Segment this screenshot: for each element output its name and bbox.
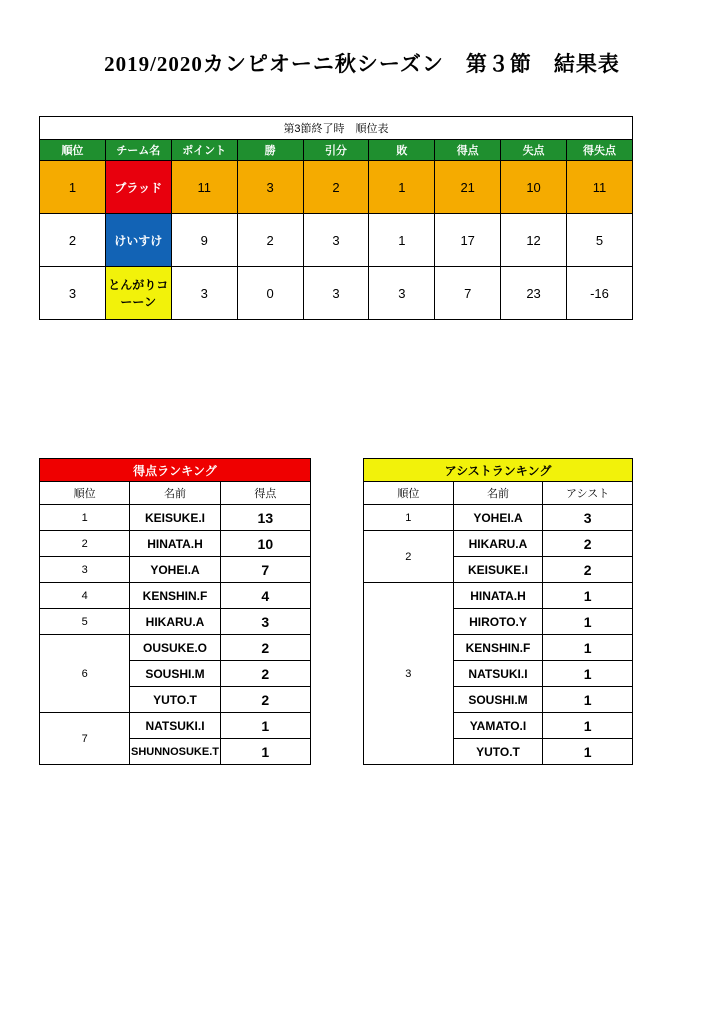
header-assist: アシスト: [543, 482, 633, 505]
cell-rank: 7: [40, 713, 130, 765]
header-team: チーム名: [105, 140, 171, 161]
cell-rank: 1: [40, 505, 130, 531]
assist-title: アシストランキング: [364, 459, 633, 482]
cell-name: NATSUKI.I: [130, 713, 220, 739]
cell-name: HINATA.H: [130, 531, 220, 557]
cell-name: YUTO.T: [453, 739, 543, 765]
cell-name: KEISUKE.I: [130, 505, 220, 531]
standings-caption-row: [40, 117, 633, 140]
cell-name: HIKARU.A: [453, 531, 543, 557]
cell-value: 1: [543, 635, 633, 661]
cell-win: 2: [237, 214, 303, 267]
scorer-title-row: [40, 459, 311, 482]
cell-name: NATSUKI.I: [453, 661, 543, 687]
cell-gf: 21: [435, 161, 501, 214]
cell-name: OUSUKE.O: [130, 635, 220, 661]
list-item: [40, 557, 311, 583]
cell-team: とんがりコーーン: [105, 267, 171, 320]
cell-value: 2: [220, 687, 310, 713]
cell-rank: 3: [40, 557, 130, 583]
standings-caption: 第3節終了時 順位表: [40, 117, 633, 140]
list-item: [364, 583, 633, 609]
cell-gd: -16: [567, 267, 633, 320]
cell-value: 13: [220, 505, 310, 531]
cell-name: HINATA.H: [453, 583, 543, 609]
list-item: [40, 583, 311, 609]
cell-gd: 5: [567, 214, 633, 267]
header-name: 名前: [453, 482, 543, 505]
scorer-ranking-table: [39, 458, 311, 765]
cell-name: YOHEI.A: [453, 505, 543, 531]
cell-draw: 3: [303, 214, 369, 267]
cell-rank: 4: [40, 583, 130, 609]
cell-gf: 7: [435, 267, 501, 320]
cell-value: 1: [543, 661, 633, 687]
page-title: 2019/2020カンピオーニ秋シーズン 第３節 結果表: [104, 52, 620, 76]
header-win: 勝: [237, 140, 303, 161]
cell-name: KENSHIN.F: [453, 635, 543, 661]
cell-name: SOUSHI.M: [453, 687, 543, 713]
list-item: [364, 531, 633, 557]
cell-points: 11: [171, 161, 237, 214]
cell-value: 1: [543, 687, 633, 713]
cell-gd: 11: [567, 161, 633, 214]
cell-gf: 17: [435, 214, 501, 267]
assist-ranking-table: [363, 458, 633, 765]
header-draw: 引分: [303, 140, 369, 161]
list-item: [40, 609, 311, 635]
list-item: [40, 635, 311, 661]
table-row: [40, 214, 633, 267]
cell-value: 4: [220, 583, 310, 609]
cell-draw: 2: [303, 161, 369, 214]
header-name: 名前: [130, 482, 220, 505]
cell-rank: 6: [40, 635, 130, 713]
cell-value: 1: [220, 739, 310, 765]
cell-rank: 2: [40, 214, 106, 267]
cell-value: 2: [220, 661, 310, 687]
cell-ga: 23: [501, 267, 567, 320]
cell-rank: 2: [364, 531, 454, 583]
cell-win: 0: [237, 267, 303, 320]
header-lose: 敗: [369, 140, 435, 161]
scorer-title: 得点ランキング: [40, 459, 311, 482]
header-goals: 得点: [220, 482, 310, 505]
cell-win: 3: [237, 161, 303, 214]
cell-lose: 1: [369, 161, 435, 214]
cell-team: けいすけ: [105, 214, 171, 267]
table-row: [40, 161, 633, 214]
cell-value: 3: [220, 609, 310, 635]
list-item: [40, 505, 311, 531]
cell-rank: 1: [40, 161, 106, 214]
cell-lose: 3: [369, 267, 435, 320]
header-points: ポイント: [171, 140, 237, 161]
header-gd: 得失点: [567, 140, 633, 161]
list-item: [40, 713, 311, 739]
list-item: [40, 531, 311, 557]
standings-table: [39, 116, 633, 320]
cell-value: 1: [220, 713, 310, 739]
cell-value: 7: [220, 557, 310, 583]
cell-value: 2: [220, 635, 310, 661]
cell-points: 9: [171, 214, 237, 267]
header-rank: 順位: [40, 140, 106, 161]
cell-rank: 2: [40, 531, 130, 557]
table-row: [40, 267, 633, 320]
standings-header-row: [40, 140, 633, 161]
list-item: [364, 505, 633, 531]
cell-name: KENSHIN.F: [130, 583, 220, 609]
cell-points: 3: [171, 267, 237, 320]
cell-value: 2: [543, 531, 633, 557]
cell-ga: 12: [501, 214, 567, 267]
cell-value: 3: [543, 505, 633, 531]
cell-rank: 1: [364, 505, 454, 531]
header-rank: 順位: [364, 482, 454, 505]
cell-name: SOUSHI.M: [130, 661, 220, 687]
cell-value: 10: [220, 531, 310, 557]
cell-rank: 5: [40, 609, 130, 635]
cell-rank: 3: [364, 583, 454, 765]
cell-team: ブラッド: [105, 161, 171, 214]
cell-rank: 3: [40, 267, 106, 320]
cell-name: HIROTO.Y: [453, 609, 543, 635]
cell-name: YUTO.T: [130, 687, 220, 713]
cell-lose: 1: [369, 214, 435, 267]
cell-value: 1: [543, 713, 633, 739]
cell-name: YAMATO.I: [453, 713, 543, 739]
cell-name: YOHEI.A: [130, 557, 220, 583]
assist-title-row: [364, 459, 633, 482]
cell-draw: 3: [303, 267, 369, 320]
cell-name: HIKARU.A: [130, 609, 220, 635]
cell-value: 1: [543, 609, 633, 635]
cell-name: SHUNNOSUKE.T: [130, 739, 220, 765]
scorer-header-row: [40, 482, 311, 505]
header-gf: 得点: [435, 140, 501, 161]
header-ga: 失点: [501, 140, 567, 161]
cell-name: KEISUKE.I: [453, 557, 543, 583]
header-rank: 順位: [40, 482, 130, 505]
cell-value: 1: [543, 739, 633, 765]
cell-ga: 10: [501, 161, 567, 214]
assist-header-row: [364, 482, 633, 505]
cell-value: 1: [543, 583, 633, 609]
cell-value: 2: [543, 557, 633, 583]
